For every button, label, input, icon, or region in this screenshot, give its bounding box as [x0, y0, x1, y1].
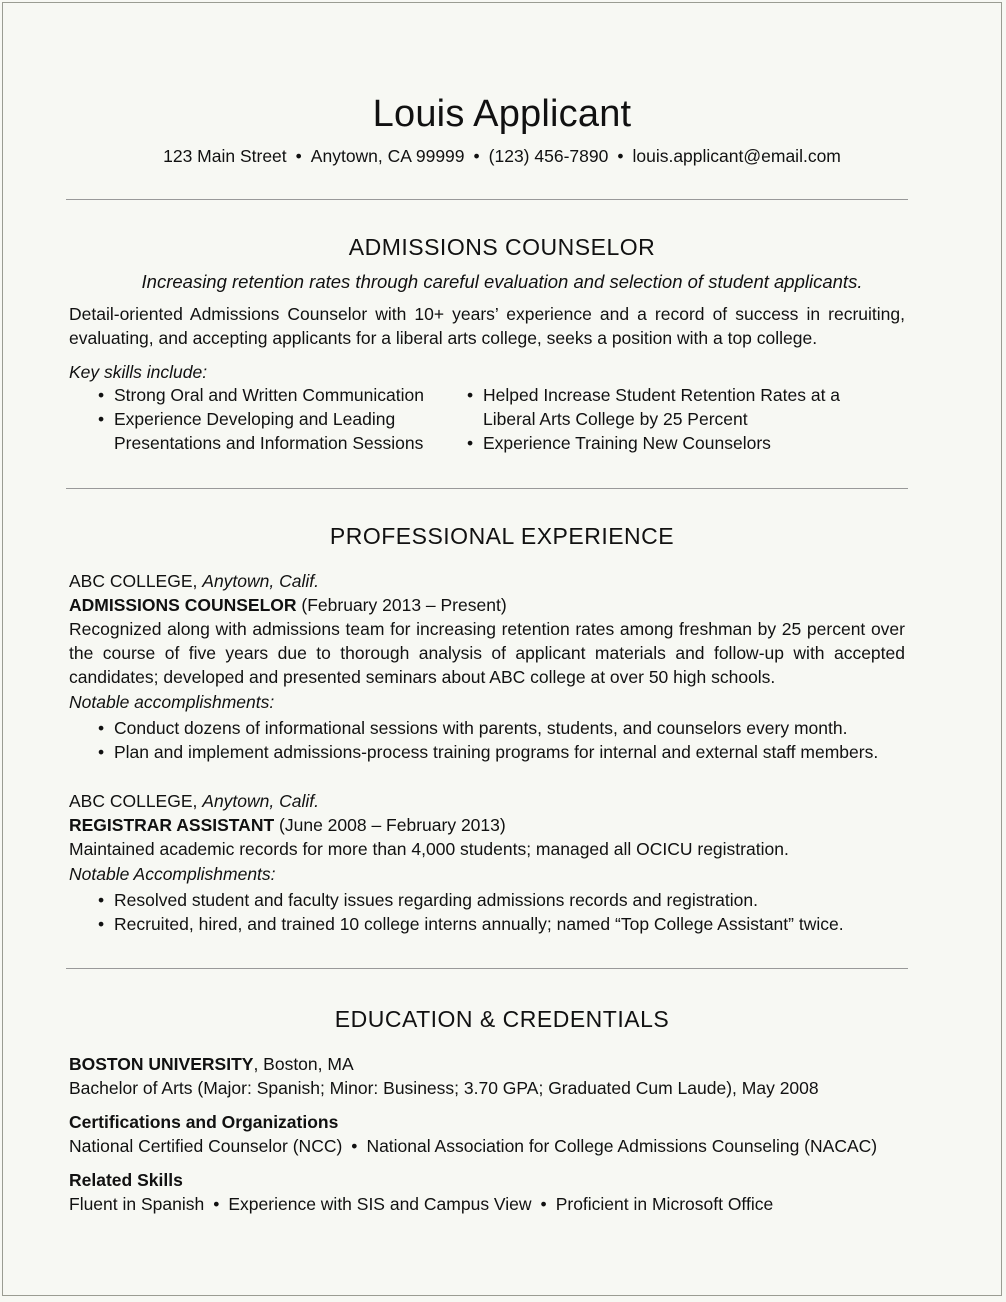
skill-item: Proficient in Microsoft Office: [555, 1194, 774, 1214]
job-location: Anytown, Calif.: [202, 571, 319, 591]
related-skills-heading: Related Skills: [69, 1170, 183, 1190]
school-name: BOSTON UNIVERSITY: [69, 1054, 254, 1074]
education-title: EDUCATION & CREDENTIALS: [334, 1006, 670, 1032]
summary-paragraph: Detail-oriented Admissions Counselor with 10+ years’ experience and a record of success in recruiting, evaluating, and accepting applicants for a liberal arts college, seeks a position with a top college.: [69, 304, 905, 348]
divider: [66, 199, 908, 200]
degree-line: Bachelor of Arts (Major: Spanish; Minor: Business; 3.70 GPA; Graduated Cum Laude), May 2008: [69, 1078, 819, 1098]
summary-tagline: Increasing retention rates through careful evaluation and selection of student applicants.: [141, 271, 863, 292]
school-location: , Boston, MA: [253, 1054, 354, 1074]
skill-item: Fluent in Spanish: [69, 1194, 205, 1214]
list-item: • Resolved student and faculty issues regarding admissions records and registration.: [69, 888, 929, 912]
job-2-description: Maintained academic records for more than 4,000 students; managed all OCICU registration.: [69, 839, 789, 859]
job-employer: ABC COLLEGE,: [69, 571, 198, 591]
contact-email: louis.applicant@email.com: [632, 146, 841, 166]
key-skills-label: Key skills include:: [69, 362, 208, 382]
list-item: • Experience Training New Counselors: [438, 431, 858, 455]
skill-separator: •: [540, 1194, 547, 1214]
divider: [66, 968, 908, 969]
cert-separator: •: [351, 1136, 358, 1156]
contact-separator: •: [617, 146, 624, 166]
certs-heading: Certifications and Organizations: [69, 1112, 339, 1132]
contact-line: [3, 146, 1001, 167]
key-skills-left: [69, 383, 449, 455]
applicant-name: Louis Applicant: [372, 93, 632, 135]
list-item: • Conduct dozens of informational sessions with parents, students, and counselors every month.: [69, 716, 929, 740]
cert-item: National Association for College Admissions Counseling (NACAC): [366, 1136, 878, 1156]
job-1-accomplishments-label: Notable accomplishments:: [69, 692, 275, 712]
certs-line: [69, 1134, 877, 1158]
list-item: • Helped Increase Student Retention Rates at a Liberal Arts College by 25 Percent: [438, 383, 858, 431]
contact-address: 123 Main Street: [163, 146, 287, 166]
job-role: REGISTRAR ASSISTANT: [69, 815, 275, 835]
skill-separator: •: [213, 1194, 220, 1214]
summary-title: ADMISSIONS COUNSELOR: [348, 234, 656, 260]
list-item: • Experience Developing and Leading Presentations and Information Sessions: [69, 407, 449, 455]
job-dates: (February 2013 – Present): [301, 595, 507, 615]
contact-phone: (123) 456-7890: [488, 146, 609, 166]
job-employer: ABC COLLEGE,: [69, 791, 198, 811]
job-2-accomplishments: [69, 888, 929, 936]
contact-city: Anytown, CA 99999: [310, 146, 465, 166]
job-2-accomplishments-label: Notable Accomplishments:: [69, 864, 276, 884]
list-item: • Strong Oral and Written Communication: [69, 383, 449, 407]
related-skills-line: [69, 1192, 773, 1216]
divider: [66, 488, 908, 489]
job-1-role-line: [69, 593, 507, 617]
resume-page: [2, 2, 1002, 1296]
job-dates: (June 2008 – February 2013): [279, 815, 506, 835]
job-1-description: Recognized along with admissions team for increasing retention rates among freshman by 25 percent over the course of five years due to thorough analysis of applicant materials and follow-up with accepted candidates; developed and presented seminars about ABC college at over 50 high schools.: [69, 619, 905, 687]
job-2-role-line: [69, 813, 506, 837]
job-location: Anytown, Calif.: [202, 791, 319, 811]
skill-item: Experience with SIS and Campus View: [228, 1194, 532, 1214]
job-1-accomplishments: [69, 716, 929, 764]
list-item: • Plan and implement admissions-process training programs for internal and external staff members.: [69, 740, 929, 764]
experience-title: PROFESSIONAL EXPERIENCE: [329, 523, 675, 549]
list-item: • Recruited, hired, and trained 10 college interns annually; named “Top College Assistant” twice.: [69, 912, 929, 936]
job-role: ADMISSIONS COUNSELOR: [69, 595, 297, 615]
job-1-employer-line: [69, 569, 319, 593]
contact-separator: •: [473, 146, 480, 166]
cert-item: National Certified Counselor (NCC): [69, 1136, 343, 1156]
job-2-employer-line: [69, 789, 319, 813]
key-skills-right: [438, 383, 858, 455]
school-line: [69, 1052, 354, 1076]
contact-separator: •: [295, 146, 302, 166]
